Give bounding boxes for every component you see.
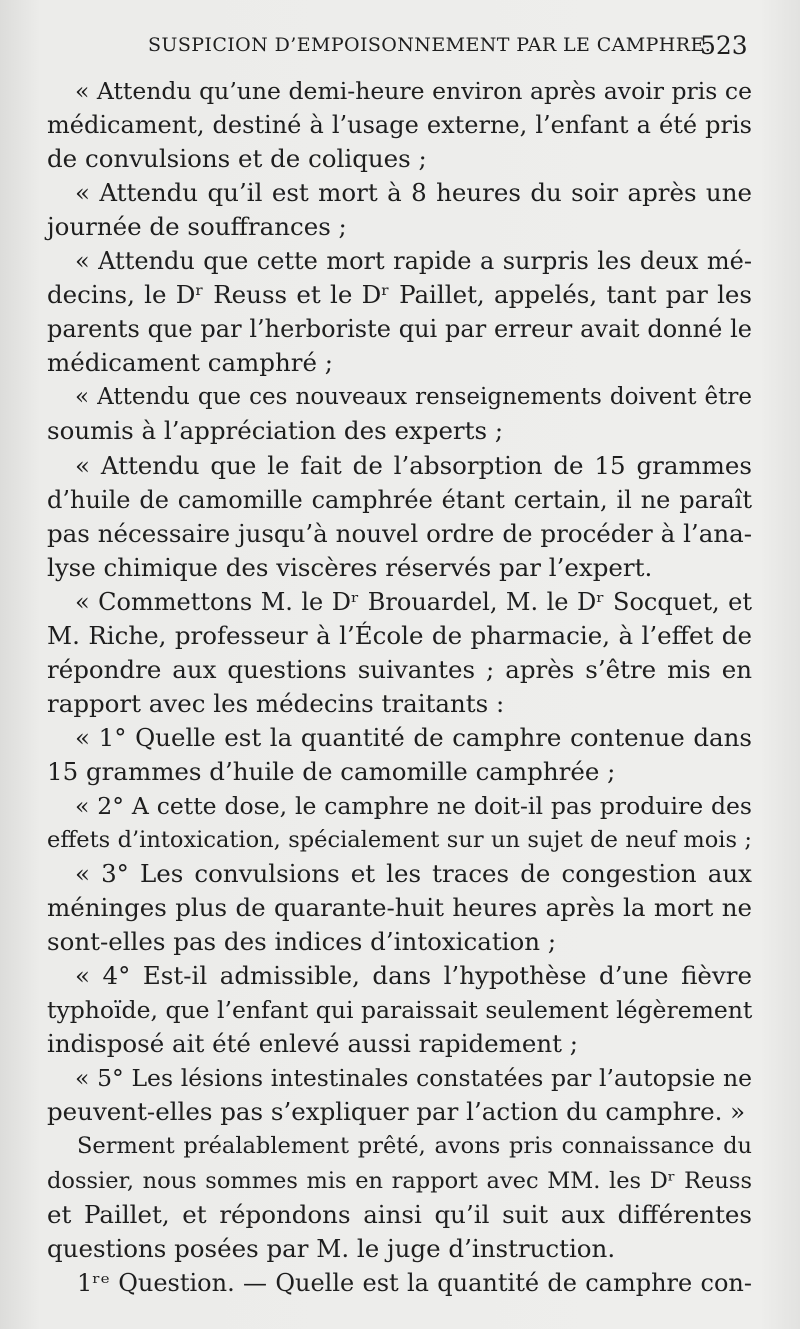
text-line: « Attendu qu’une demi-heure environ après avoir pris ce [75, 77, 752, 105]
text-line: indisposé ait été enlevé aussi rapidement ; [47, 1029, 579, 1059]
text-line: et Paillet, et répondons ainsi qu’il suit aux différentes [47, 1199, 752, 1229]
text-line: 15 grammes d’huile de camomille camphrée ; [47, 756, 616, 786]
text-line: médicament camphré ; [47, 348, 333, 378]
page-number: 523 [700, 31, 748, 60]
text-line: répondre aux questions suivantes ; après s’être mis en [47, 654, 752, 684]
text-line: « Attendu qu’il est mort à 8 heures du soir après une [75, 178, 752, 208]
page-header [0, 30, 800, 62]
running-title: SUSPICION D’EMPOISONNEMENT PAR LE CAMPHRE. [148, 34, 712, 56]
text-line: typhoïde, que l’enfant qui paraissait seulement légèrement [47, 996, 753, 1025]
text-line: questions posées par M. le juge d’instruction. [47, 1233, 616, 1263]
text-line: « 5° Les lésions intestinales constatées par l’autopsie ne [75, 1064, 752, 1093]
text-line: médicament, destiné à l’usage externe, l’enfant a été pris [47, 111, 752, 140]
text-line: peuvent-elles pas s’expliquer par l’action du camphre. » [47, 1097, 746, 1127]
text-line: « Commettons M. le Dʳ Brouardel, M. le Dʳ Socquet, et [75, 587, 752, 616]
text-line: M. Riche, professeur à l’École de pharmacie, à l’effet de [47, 620, 752, 650]
text-line: effets d’intoxication, spécialement sur un sujet de neuf mois ; [47, 827, 752, 854]
text-line: lyse chimique des viscères réservés par l’expert. [47, 552, 653, 582]
text-line: « 1° Quelle est la quantité de camphre contenue dans [75, 722, 752, 752]
text-line: « Attendu que ces nouveaux renseignements doivent être [75, 384, 752, 411]
text-line: « 4° Est-il admissible, dans l’hypothèse d’une fièvre [75, 961, 752, 991]
text-line: « Attendu que cette mort rapide a surpris les deux mé- [75, 247, 752, 276]
text-line: « 3° Les convulsions et les traces de congestion aux [75, 859, 752, 889]
text-line: sont-elles pas des indices d’intoxication ; [47, 927, 557, 957]
text-line: de convulsions et de coliques ; [47, 144, 427, 174]
body-text [47, 74, 752, 1300]
text-line: « Attendu que le fait de l’absorption de 15 grammes [75, 450, 752, 480]
text-line: decins, le Dʳ Reuss et le Dʳ Paillet, appelés, tant par les [47, 280, 752, 310]
text-line: pas nécessaire jusqu’à nouvel ordre de procéder à l’ana- [47, 518, 752, 548]
text-line: rapport avec les médecins traitants : [47, 688, 505, 718]
text-line: « 2° A cette dose, le camphre ne doit-il pas produire des [75, 791, 752, 820]
text-line: d’huile de camomille camphrée étant certain, il ne paraît [47, 485, 752, 514]
text-line: 1ʳᵉ Question. — Quelle est la quantité de camphre con- [77, 1268, 752, 1297]
text-line: journée de souffrances ; [47, 212, 347, 242]
text-line: parents que par l’herboriste qui par erreur avait donné le [47, 315, 752, 344]
text-line: Serment préalablement prêté, avons pris connaissance du [77, 1133, 752, 1160]
text-line: soumis à l’appréciation des experts ; [47, 416, 504, 446]
text-line: méninges plus de quarante-huit heures après la mort ne [47, 893, 752, 923]
text-line: dossier, nous sommes mis en rapport avec MM. les Dʳ Reuss [47, 1167, 752, 1194]
